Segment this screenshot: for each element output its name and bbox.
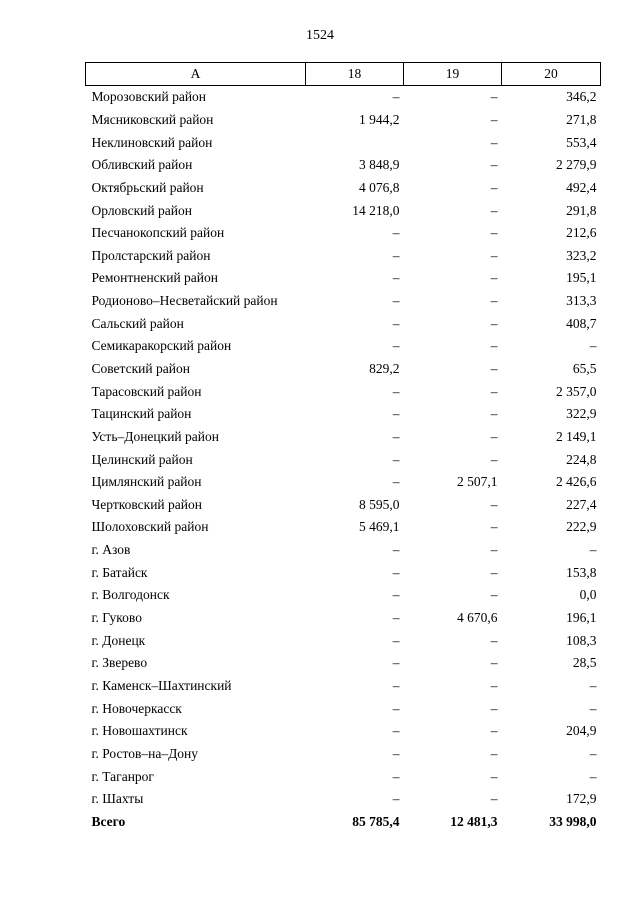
row-value-18-cell: – xyxy=(392,677,400,693)
row-value-20-cell: 65,5 xyxy=(572,361,597,376)
row-value-20-cell: 2 357,0 xyxy=(556,383,597,399)
row-value-18-cell: – xyxy=(392,632,400,648)
row-value-19-cell: – xyxy=(490,428,498,444)
row-value-18-cell: – xyxy=(392,451,400,467)
row-value-18-cell: – xyxy=(392,791,400,807)
row-value-20-cell: – xyxy=(589,700,597,716)
table-row xyxy=(86,312,601,335)
row-value-18-cell: 1 944,2 xyxy=(359,111,400,127)
row-value-20-cell: 222,9 xyxy=(566,519,597,535)
row-name-cell: Семикаракорский район xyxy=(91,338,232,354)
row-value-20-cell: 196,1 xyxy=(566,610,597,626)
row-value-20-cell: 313,3 xyxy=(566,293,597,309)
table-row xyxy=(86,290,601,313)
row-value-20-cell: 492,4 xyxy=(566,179,597,195)
row-value-18-cell: – xyxy=(392,610,400,626)
row-value-20-cell: 227,4 xyxy=(566,496,597,512)
row-value-19-cell: – xyxy=(490,179,498,195)
row-name-cell: г. Таганрог xyxy=(91,768,154,784)
table-row xyxy=(86,607,601,630)
row-name-cell: Цимлянский район xyxy=(91,474,202,490)
row-name-cell: Целинский район xyxy=(91,451,193,467)
row-value-20-cell: 195,1 xyxy=(566,270,597,286)
row-value-20-cell: 408,7 xyxy=(566,315,597,331)
row-value-20-cell: 204,9 xyxy=(566,723,597,739)
table-row xyxy=(86,720,601,743)
table-row xyxy=(86,131,601,154)
row-name-cell: г. Батайск xyxy=(91,564,148,580)
table-row xyxy=(86,154,601,177)
table-row xyxy=(86,426,601,449)
row-value-20-cell: 291,8 xyxy=(566,202,597,218)
row-value-19-cell: – xyxy=(490,338,498,354)
table-row xyxy=(86,765,601,788)
total-row-value-18-cell: 85 785,4 xyxy=(352,813,400,829)
table-row xyxy=(86,675,601,698)
row-value-19-cell: – xyxy=(490,791,498,807)
row-value-18-cell: – xyxy=(392,315,400,331)
row-name-cell: г. Гуково xyxy=(91,610,142,626)
row-value-19-cell: – xyxy=(490,451,498,467)
total-row xyxy=(86,811,601,834)
table-row xyxy=(86,652,601,675)
table-row xyxy=(86,403,601,426)
row-value-19-cell: – xyxy=(490,542,498,558)
table-row xyxy=(86,267,601,290)
row-value-20-cell: 153,8 xyxy=(566,564,597,580)
row-name-cell: Орловский район xyxy=(91,202,192,218)
table-row xyxy=(86,697,601,720)
row-value-18-cell: – xyxy=(392,89,400,105)
row-value-18-cell: – xyxy=(392,587,400,603)
row-name-cell: Тацинский район xyxy=(91,406,192,422)
row-value-18-cell: – xyxy=(392,338,400,354)
row-name-cell: г. Волгодонск xyxy=(91,587,170,603)
row-value-18-cell: – xyxy=(392,225,400,241)
table-row xyxy=(86,471,601,494)
table-row xyxy=(86,86,601,109)
row-name-cell: г. Новошахтинск xyxy=(91,723,188,739)
row-value-20-cell: 108,3 xyxy=(566,632,597,648)
row-value-18-cell: – xyxy=(392,474,400,490)
row-value-18-cell: 14 218,0 xyxy=(352,202,400,218)
total-row-value-20-cell: 33 998,0 xyxy=(549,813,597,829)
row-value-20-cell: 172,9 xyxy=(566,791,597,807)
row-value-20-cell: – xyxy=(589,338,597,354)
row-value-19-cell: – xyxy=(490,89,498,105)
row-value-18-cell: 8 595,0 xyxy=(359,496,400,512)
data-table xyxy=(85,62,601,833)
row-value-18-cell: – xyxy=(392,247,400,263)
row-value-20-cell: – xyxy=(589,745,597,761)
row-name-cell: Октябрьский район xyxy=(91,179,204,195)
row-value-18-cell: 4 076,8 xyxy=(359,179,400,195)
table-row xyxy=(86,244,601,267)
row-value-20-cell: – xyxy=(589,768,597,784)
row-value-19-cell: – xyxy=(490,655,498,671)
row-name-cell: г. Шахты xyxy=(91,791,144,807)
row-name-cell: Усть–Донецкий район xyxy=(91,428,219,444)
table-row xyxy=(86,539,601,562)
table-row xyxy=(86,448,601,471)
row-name-cell: Морозовский район xyxy=(91,89,207,105)
row-name-cell: Мясниковский район xyxy=(91,111,214,127)
table-header xyxy=(86,63,601,86)
table-row xyxy=(86,494,601,517)
row-value-18-cell: – xyxy=(392,768,400,784)
row-value-20-cell: 346,2 xyxy=(566,89,597,105)
table-row xyxy=(86,516,601,539)
table-row xyxy=(86,222,601,245)
row-value-18-cell: – xyxy=(392,406,400,422)
row-value-19-cell: – xyxy=(490,406,498,422)
total-row-value-19-cell: 12 481,3 xyxy=(450,813,498,829)
row-name-cell: Родионово–Несветайский район xyxy=(91,293,278,309)
row-value-19-cell: – xyxy=(490,134,498,150)
table-row xyxy=(86,358,601,381)
table-row xyxy=(86,177,601,200)
row-value-18-cell: – xyxy=(392,293,400,309)
row-value-18-cell: – xyxy=(392,383,400,399)
row-value-19-cell: – xyxy=(490,632,498,648)
row-value-18-cell: – xyxy=(392,428,400,444)
row-value-19-cell: – xyxy=(490,587,498,603)
row-value-19-cell: – xyxy=(490,111,498,127)
row-name-cell: г. Новочеркасск xyxy=(91,700,182,716)
row-name-cell: Советский район xyxy=(91,361,190,376)
row-value-20-cell: 2 149,1 xyxy=(556,428,597,444)
table-row xyxy=(86,561,601,584)
row-value-20-cell: – xyxy=(589,677,597,693)
table-row xyxy=(86,788,601,811)
row-value-19-cell: – xyxy=(490,700,498,716)
row-name-cell: Неклиновский район xyxy=(91,134,213,150)
row-value-19-cell: – xyxy=(490,564,498,580)
header-cell-20: 20 xyxy=(502,63,601,86)
row-value-20-cell: 271,8 xyxy=(566,111,597,127)
row-name-cell: Пролстарский район xyxy=(91,247,211,263)
row-value-20-cell: 212,6 xyxy=(566,225,597,241)
row-value-20-cell: 323,2 xyxy=(566,247,597,263)
row-value-20-cell: – xyxy=(589,542,597,558)
row-value-20-cell: 2 426,6 xyxy=(556,474,597,490)
row-value-19-cell: – xyxy=(490,768,498,784)
row-value-19-cell: – xyxy=(490,496,498,512)
row-value-18-cell: – xyxy=(392,564,400,580)
row-value-20-cell: 28,5 xyxy=(572,655,597,671)
row-value-18-cell: 5 469,1 xyxy=(359,519,400,535)
row-value-18-cell: – xyxy=(392,745,400,761)
row-value-19-cell: – xyxy=(490,293,498,309)
row-value-19-cell: – xyxy=(490,315,498,331)
row-value-19-cell: – xyxy=(490,157,498,173)
row-value-19-cell: 2 507,1 xyxy=(457,474,498,490)
page-number: 1524 xyxy=(306,28,334,43)
row-value-19-cell: 4 670,6 xyxy=(457,610,498,626)
row-value-19-cell: – xyxy=(490,270,498,286)
row-value-18-cell: – xyxy=(392,723,400,739)
table-row xyxy=(86,199,601,222)
row-name-cell: г. Каменск–Шахтинский xyxy=(91,677,232,693)
row-value-18-cell: – xyxy=(392,700,400,716)
header-cell-19: 19 xyxy=(404,63,502,86)
row-name-cell: Тарасовский район xyxy=(91,383,202,399)
row-value-19-cell: – xyxy=(490,383,498,399)
table-row xyxy=(86,743,601,766)
row-value-18-cell: 829,2 xyxy=(369,361,400,376)
row-value-19-cell: – xyxy=(490,677,498,693)
row-value-18-cell: – xyxy=(392,270,400,286)
row-value-20-cell: 224,8 xyxy=(566,451,597,467)
header-cell-a: А xyxy=(86,63,306,86)
row-name-cell: Чертковский район xyxy=(91,496,202,512)
row-value-18-cell: – xyxy=(392,542,400,558)
row-value-20-cell: 322,9 xyxy=(566,406,597,422)
row-value-18-cell: 3 848,9 xyxy=(359,157,400,173)
row-name-cell: г. Донецк xyxy=(91,632,146,648)
row-name-cell: Обливский район xyxy=(91,157,193,173)
row-name-cell: Ремонтненский район xyxy=(91,270,218,286)
row-value-19-cell: – xyxy=(490,247,498,263)
table-row xyxy=(86,629,601,652)
row-name-cell: Сальский район xyxy=(91,315,184,331)
row-name-cell: г. Азов xyxy=(91,542,131,558)
total-row-name-cell: Всего xyxy=(91,813,126,829)
row-value-19-cell: – xyxy=(490,745,498,761)
table-row xyxy=(86,584,601,607)
row-value-19-cell: – xyxy=(490,361,498,376)
row-name-cell: Шолоховский район xyxy=(91,519,209,535)
row-value-20-cell: 0,0 xyxy=(579,587,597,603)
table-body xyxy=(86,86,601,834)
row-name-cell: г. Зверево xyxy=(91,655,148,671)
row-name-cell: Песчанокопский район xyxy=(91,225,225,241)
row-value-19-cell: – xyxy=(490,225,498,241)
row-value-18-cell: – xyxy=(392,655,400,671)
row-value-19-cell: – xyxy=(490,723,498,739)
table-row xyxy=(86,335,601,358)
row-value-18-cell xyxy=(306,131,404,154)
row-name-cell: г. Ростов–на–Дону xyxy=(91,745,199,761)
row-value-19-cell: – xyxy=(490,202,498,218)
header-cell-18: 18 xyxy=(306,63,404,86)
row-value-20-cell: 2 279,9 xyxy=(556,157,597,173)
header-row xyxy=(86,63,601,86)
table-row xyxy=(86,380,601,403)
row-value-20-cell: 553,4 xyxy=(566,134,597,150)
table-row xyxy=(86,109,601,132)
row-value-19-cell: – xyxy=(490,519,498,535)
